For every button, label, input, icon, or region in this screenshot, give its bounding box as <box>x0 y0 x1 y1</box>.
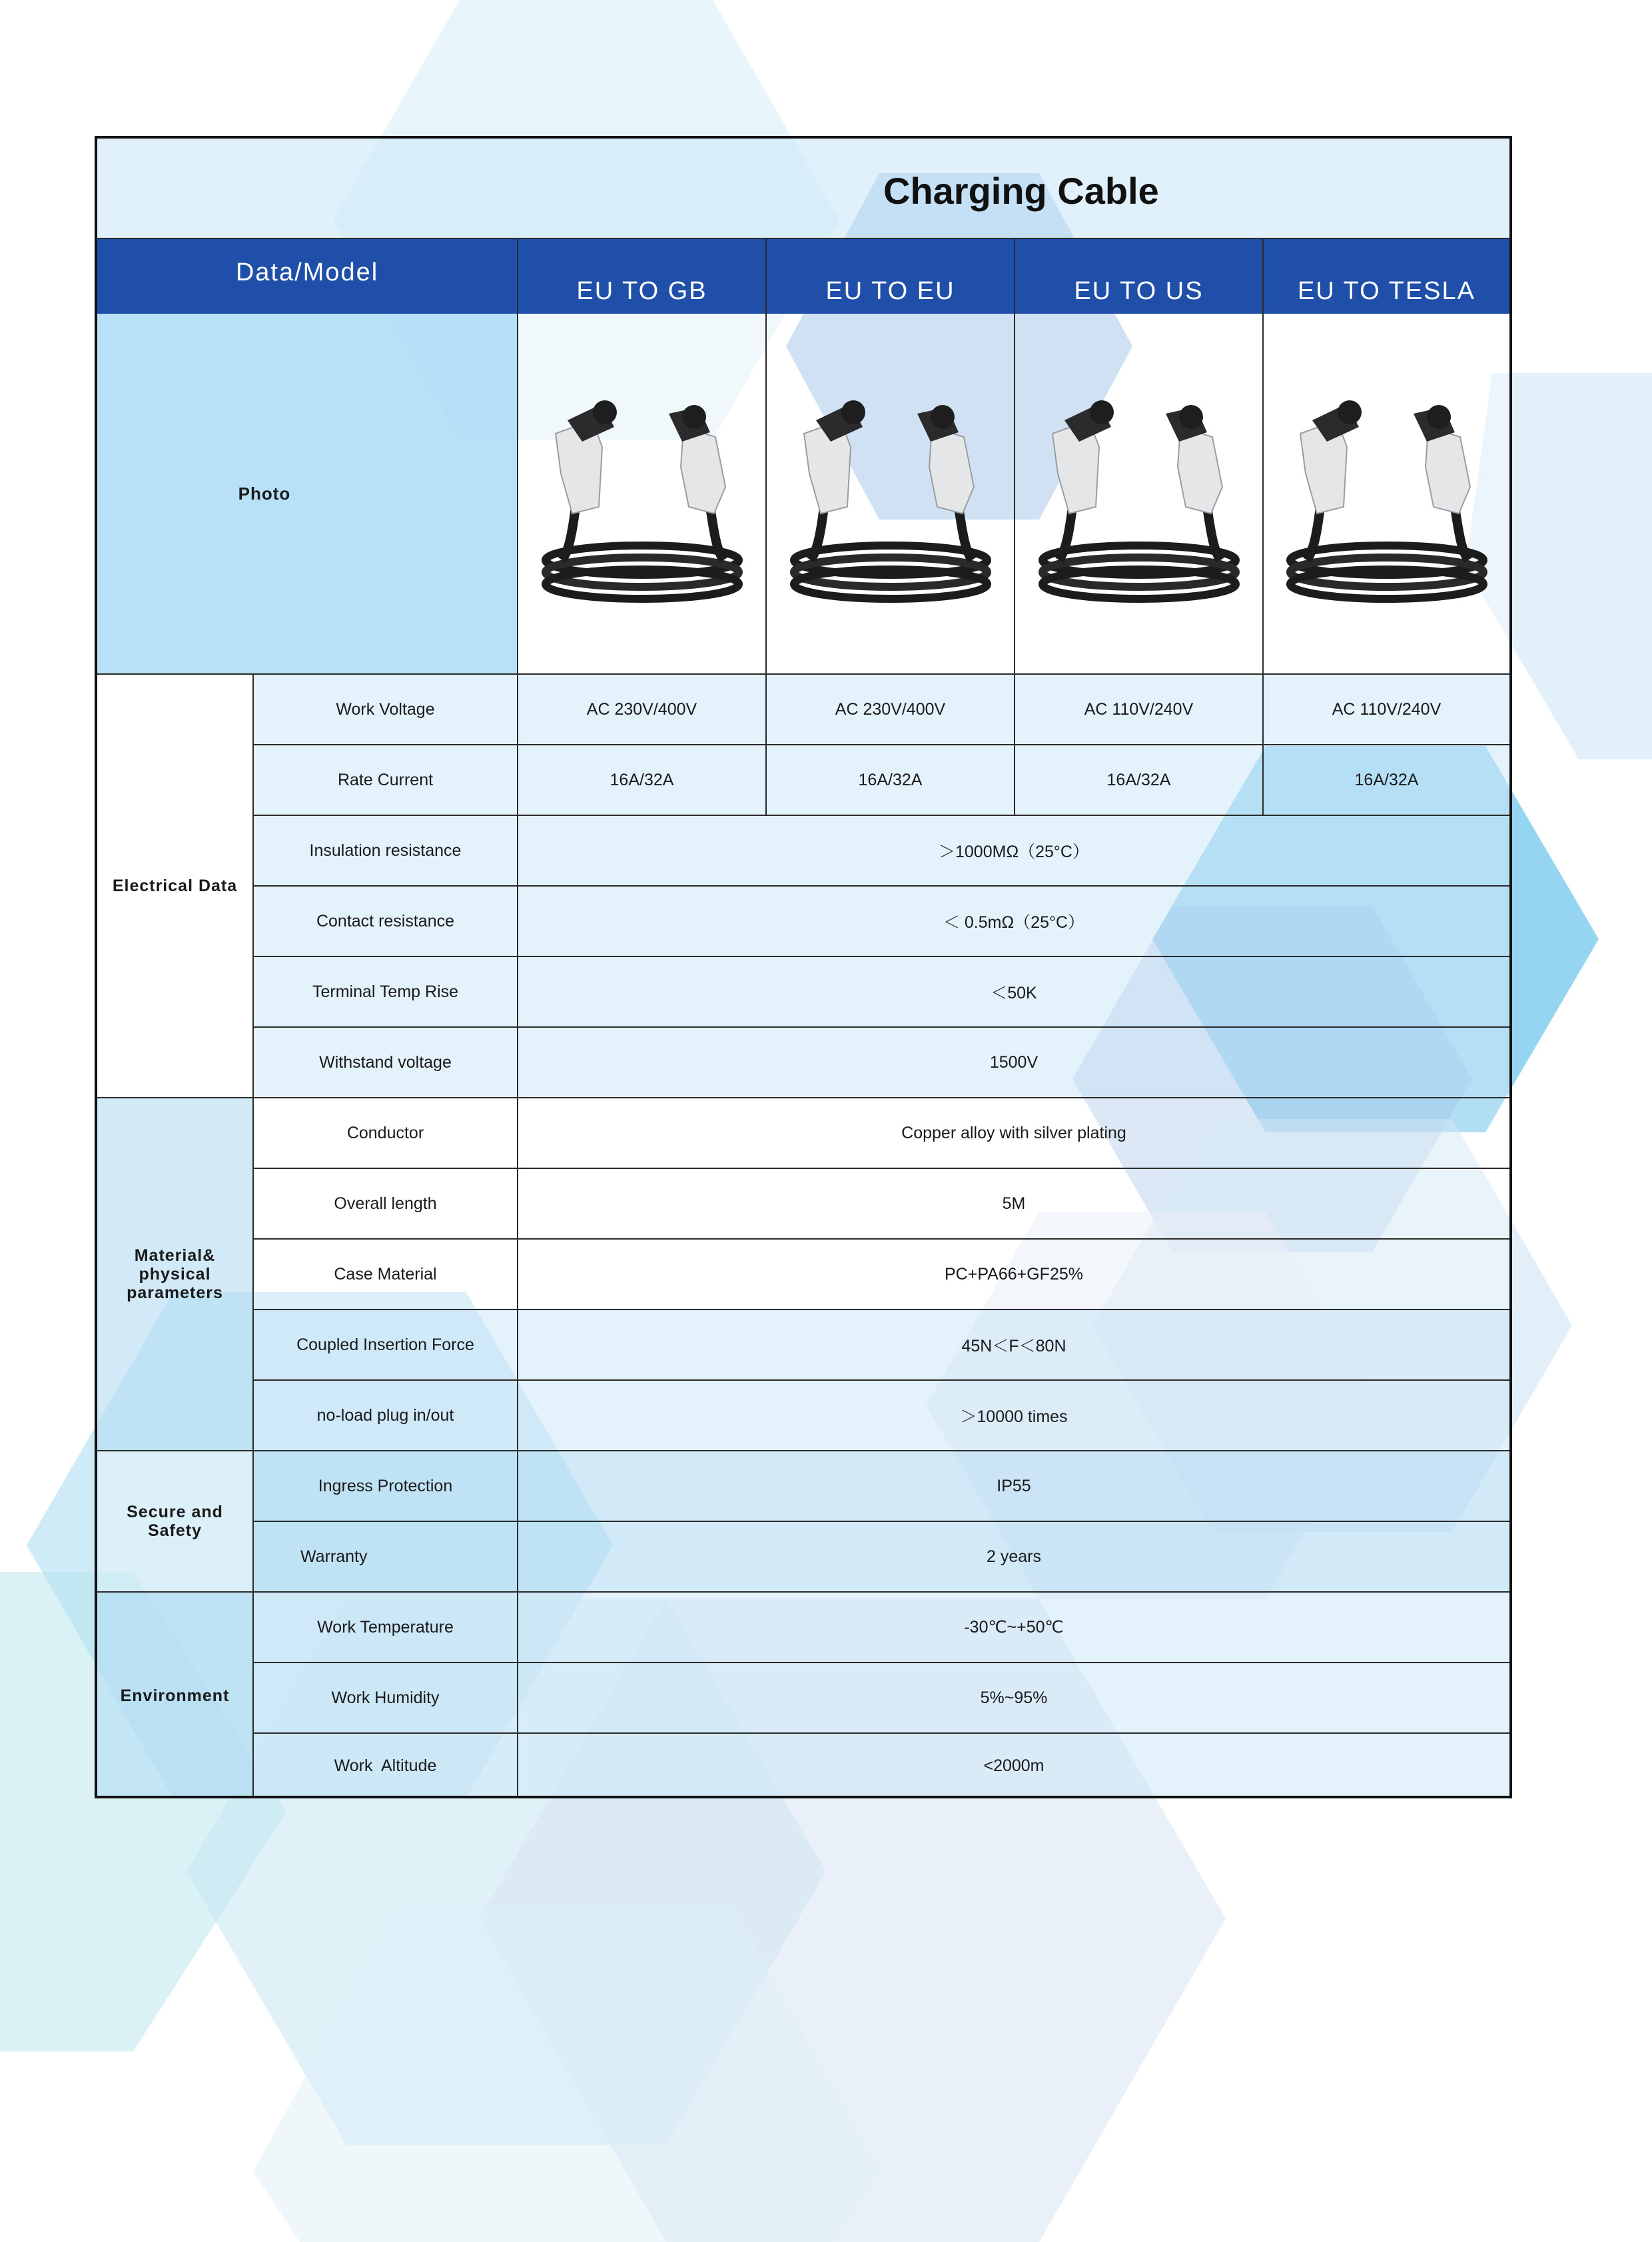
ev-charging-cable-icon <box>784 380 997 607</box>
value-terminal-temp-rise: ＜50K <box>518 957 1509 1028</box>
spec-table <box>95 136 1512 1798</box>
row-label-conductor: Conductor <box>254 1098 518 1169</box>
header-model-eu-to-gb: EU TO GB <box>518 239 767 314</box>
ev-charging-cable-icon <box>536 380 749 607</box>
row-label-coupled-insertion-force: Coupled Insertion Force <box>254 1310 518 1381</box>
photo-eu-to-gb <box>518 314 767 675</box>
header-data-model: Data/Model <box>97 239 518 314</box>
value-conductor: Copper alloy with silver plating <box>518 1098 1509 1169</box>
photo-eu-to-tesla <box>1264 314 1509 675</box>
value-rate-current-eu: 16A/32A <box>767 745 1015 816</box>
row-label-contact-resistance: Contact resistance <box>254 887 518 957</box>
photo-label: Photo <box>97 314 518 675</box>
row-label-warranty: Warranty <box>254 1522 518 1593</box>
row-label-work-humidity: Work Humidity <box>254 1663 518 1734</box>
header-model-eu-to-us: EU TO US <box>1015 239 1264 314</box>
ev-charging-cable-icon <box>1032 380 1246 607</box>
value-work-humidity: 5%~95% <box>518 1663 1509 1734</box>
row-label-terminal-temp-rise: Terminal Temp Rise <box>254 957 518 1028</box>
value-rate-current-us: 16A/32A <box>1015 745 1264 816</box>
value-coupled-insertion-force: 45N＜F＜80N <box>518 1310 1509 1381</box>
value-contact-resistance: ＜ 0.5mΩ（25°C） <box>518 887 1509 957</box>
value-withstand-voltage: 1500V <box>518 1028 1509 1098</box>
group-secure-safety: Secure and Safety <box>97 1451 254 1593</box>
value-insulation-resistance: ＞1000MΩ（25°C） <box>518 816 1509 887</box>
row-label-case-material: Case Material <box>254 1240 518 1310</box>
photo-eu-to-us <box>1015 314 1264 675</box>
value-ingress-protection: IP55 <box>518 1451 1509 1522</box>
group-electrical-data: Electrical Data <box>97 675 254 1098</box>
ev-charging-cable-icon <box>1280 380 1493 607</box>
value-work-voltage-gb: AC 230V/400V <box>518 675 767 745</box>
value-rate-current-gb: 16A/32A <box>518 745 767 816</box>
header-model-eu-to-eu: EU TO EU <box>767 239 1015 314</box>
value-work-voltage-us: AC 110V/240V <box>1015 675 1264 745</box>
group-material-physical: Material& physical parameters <box>97 1098 254 1451</box>
title-bar <box>97 139 1509 239</box>
row-label-no-load-plug: no-load plug in/out <box>254 1381 518 1451</box>
value-work-temperature: -30℃~+50℃ <box>518 1593 1509 1663</box>
row-label-withstand-voltage: Withstand voltage <box>254 1028 518 1098</box>
header-model-eu-to-tesla: EU TO TESLA <box>1264 239 1509 314</box>
row-label-overall-length: Overall length <box>254 1169 518 1240</box>
photo-eu-to-eu <box>767 314 1015 675</box>
value-work-altitude: <2000m <box>518 1734 1509 1798</box>
value-no-load-plug: ＞10000 times <box>518 1381 1509 1451</box>
value-overall-length: 5M <box>518 1169 1509 1240</box>
value-case-material: PC+PA66+GF25% <box>518 1240 1509 1310</box>
row-label-work-temperature: Work Temperature <box>254 1593 518 1663</box>
group-environment: Environment <box>97 1593 254 1798</box>
row-label-work-altitude: Work Altitude <box>254 1734 518 1798</box>
value-rate-current-tesla: 16A/32A <box>1264 745 1509 816</box>
value-warranty: 2 years <box>518 1522 1509 1593</box>
page-title: Charging Cable <box>883 170 1159 212</box>
value-work-voltage-eu: AC 230V/400V <box>767 675 1015 745</box>
row-label-insulation-resistance: Insulation resistance <box>254 816 518 887</box>
row-label-ingress-protection: Ingress Protection <box>254 1451 518 1522</box>
row-label-rate-current: Rate Current <box>254 745 518 816</box>
row-label-work-voltage: Work Voltage <box>254 675 518 745</box>
value-work-voltage-tesla: AC 110V/240V <box>1264 675 1509 745</box>
